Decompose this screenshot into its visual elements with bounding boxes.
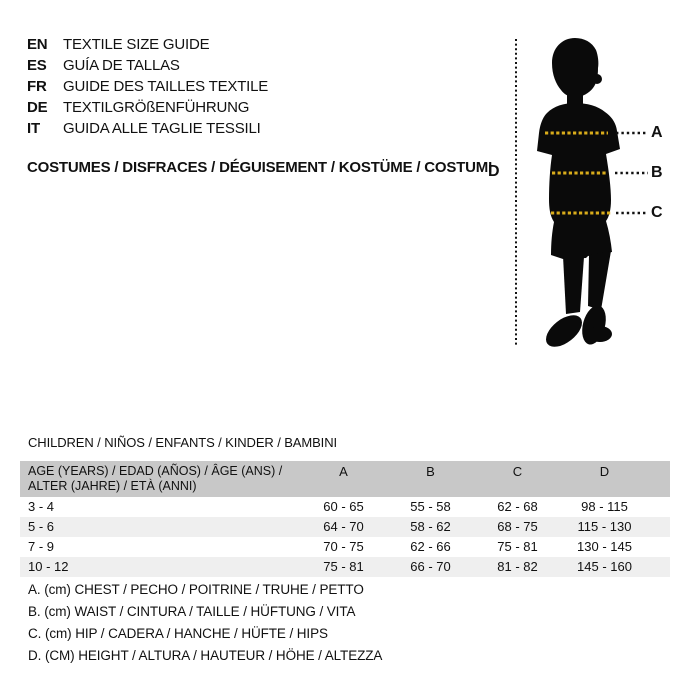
column-header-d: D: [599, 464, 610, 479]
language-code: IT: [27, 120, 40, 137]
size-table: [20, 461, 670, 577]
age-cell: 5 - 6: [28, 519, 55, 534]
language-label: TEXTILGRÖßENFÜHRUNG: [63, 99, 250, 116]
language-row: [27, 76, 268, 97]
child-silhouette-diagram: [480, 30, 700, 360]
hip-cell: 68 - 75: [497, 519, 538, 534]
language-label: GUÍA DE TALLAS: [63, 57, 180, 74]
waist-label-b: B: [651, 164, 663, 181]
table-row: [20, 497, 670, 517]
row-spacer: [648, 557, 670, 577]
age-cell: 3 - 4: [28, 499, 55, 514]
waist-cell: 55 - 58: [410, 499, 451, 514]
waist-cell: 66 - 70: [410, 559, 451, 574]
size-table-header: [20, 461, 670, 497]
language-row: [27, 118, 268, 139]
hip-cell: 81 - 82: [497, 559, 538, 574]
language-label: GUIDA ALLE TAGLIE TESSILI: [63, 120, 261, 137]
age-header-line2: ALTER (JAHRE) / ETÀ (ANNI): [28, 479, 197, 493]
language-code: ES: [27, 57, 47, 74]
chest-cell: 64 - 70: [323, 519, 364, 534]
age-cell: 10 - 12: [28, 559, 69, 574]
language-row: [27, 34, 268, 55]
child-silhouette: [537, 38, 620, 353]
language-code: DE: [27, 99, 48, 116]
hip-cell: 75 - 81: [497, 539, 538, 554]
measurement-legend: [28, 579, 382, 667]
table-row: [20, 517, 670, 537]
language-label: TEXTILE SIZE GUIDE: [63, 36, 210, 53]
waist-cell: 62 - 66: [410, 539, 451, 554]
waist-cell: 58 - 62: [410, 519, 451, 534]
language-code: EN: [27, 36, 48, 53]
height-cell: 115 - 130: [577, 519, 632, 534]
height-cell: 98 - 115: [581, 499, 628, 514]
hip-cell: 62 - 68: [497, 499, 538, 514]
table-row: [20, 537, 670, 557]
chest-cell: 70 - 75: [323, 539, 364, 554]
legend-waist: B. (cm) WAIST / CINTURA / TAILLE / HÜFTUNG / VITA: [28, 604, 356, 619]
language-code: FR: [27, 78, 47, 95]
age-cell: 7 - 9: [28, 539, 55, 554]
chest-cell: 75 - 81: [323, 559, 364, 574]
size-chart-title: CHILDREN / NIÑOS / ENFANTS / KINDER / BAMBINI: [28, 435, 337, 450]
legend-chest: A. (cm) CHEST / PECHO / POITRINE / TRUHE / PETTO: [28, 582, 364, 597]
hip-label-c: C: [651, 204, 663, 221]
category-title: COSTUMES / DISFRACES / DÉGUISEMENT / KOSTÜME / COSTUMI: [27, 159, 493, 176]
height-cell: 130 - 145: [577, 539, 632, 554]
row-spacer: [648, 517, 670, 537]
height-label-d: D: [488, 163, 500, 180]
column-header-b: B: [426, 464, 435, 479]
column-header-a: A: [339, 464, 348, 479]
row-spacer: [648, 537, 670, 557]
language-row: [27, 97, 268, 118]
legend-hip: C. (cm) HIP / CADERA / HANCHE / HÜFTE / HIPS: [28, 626, 328, 641]
table-row: [20, 557, 670, 577]
row-spacer: [648, 497, 670, 517]
language-row: [27, 55, 268, 76]
chest-cell: 60 - 65: [323, 499, 364, 514]
height-cell: 145 - 160: [577, 559, 632, 574]
language-label: GUIDE DES TAILLES TEXTILE: [63, 78, 269, 95]
legend-height: D. (CM) HEIGHT / ALTURA / HAUTEUR / HÖHE / ALTEZZA: [28, 648, 383, 663]
age-column-header: [20, 464, 300, 494]
column-header-c: C: [512, 464, 523, 479]
age-header-line1: AGE (YEARS) / EDAD (AÑOS) / ÂGE (ANS) /: [28, 464, 283, 478]
language-list: [27, 34, 268, 139]
chest-label-a: A: [651, 124, 663, 141]
